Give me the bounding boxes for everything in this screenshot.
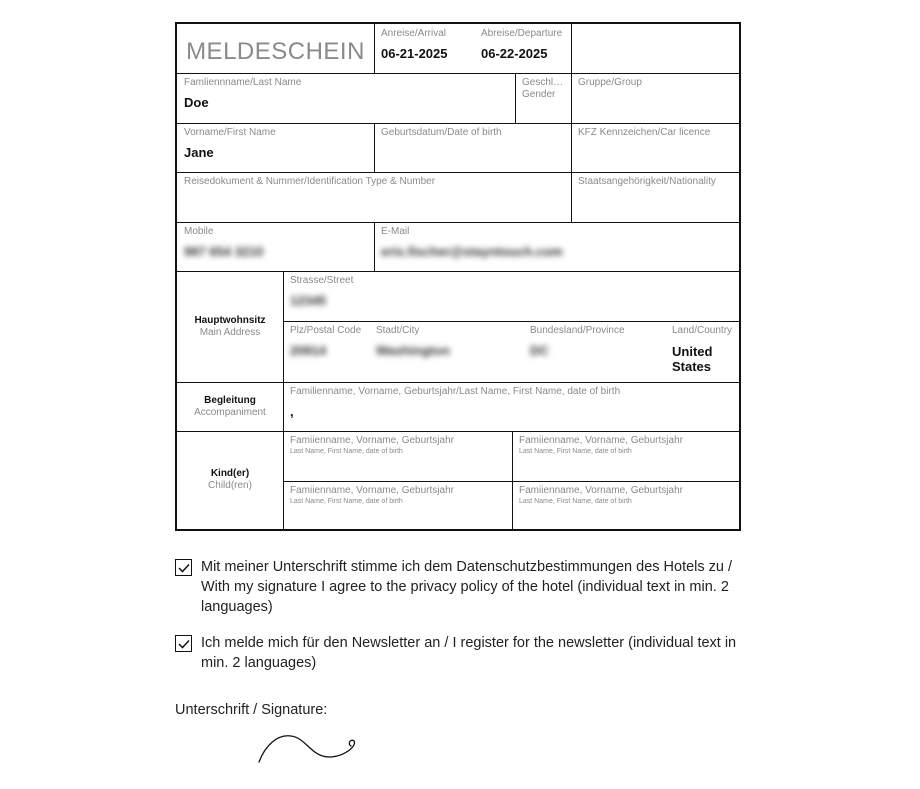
first-name-value: Jane (184, 145, 214, 160)
newsletter-consent (175, 633, 745, 673)
city-label: Stadt/City (376, 325, 420, 336)
gender-label: Geschl… (522, 77, 564, 88)
accompaniment-value: , (290, 404, 294, 419)
main-address-heading (177, 271, 283, 382)
child-label: Famiienname, Vorname, Geburtsjahr (290, 485, 454, 496)
privacy-checkbox[interactable] (175, 559, 192, 576)
street-field[interactable] (283, 271, 739, 321)
children-heading (177, 431, 283, 529)
car-licence-label: KFZ Kennzeichen/Car licence (578, 127, 711, 138)
child-field-2[interactable] (512, 431, 739, 481)
group-label: Gruppe/Group (578, 77, 642, 88)
child-sublabel: Last Name, First Name, date of birth (290, 498, 403, 505)
postal-code-value: 20814 (290, 343, 327, 358)
postal-code-field[interactable] (283, 321, 369, 382)
province-label: Bundesland/Province (530, 325, 625, 336)
accompaniment-field[interactable] (283, 382, 739, 431)
postal-code-label: Plz/Postal Code (290, 325, 362, 336)
nationality-label: Staatsangehörigkeit/Nationality (578, 176, 716, 187)
mobile-label: Mobile (184, 226, 214, 237)
accompaniment-heading (177, 382, 283, 431)
child-sublabel: Last Name, First Name, date of birth (519, 448, 632, 455)
first-name-field[interactable] (177, 123, 374, 172)
gender-field[interactable] (515, 73, 571, 123)
street-value: 12345 (290, 293, 327, 308)
last-name-label: Famliennname/Last Name (184, 77, 302, 88)
child-field-3[interactable] (283, 481, 512, 529)
email-label: E-Mail (381, 226, 410, 237)
checkmark-icon (178, 639, 190, 649)
street-label: Strasse/Street (290, 275, 354, 286)
arrival-label: Anreise/Arrival (381, 28, 447, 39)
accompaniment-title: Begleitung (204, 394, 256, 406)
child-label: Famiienname, Vorname, Geburtsjahr (290, 435, 454, 446)
child-sublabel: Last Name, First Name, date of birth (519, 498, 632, 505)
country-field[interactable] (665, 321, 739, 382)
city-field[interactable] (369, 321, 523, 382)
id-document-label: Reisedokument & Nummer/Identification Type & Number (184, 176, 436, 187)
id-document-field[interactable] (177, 172, 571, 222)
child-label: Famiienname, Vorname, Geburtsjahr (519, 435, 683, 446)
newsletter-consent-text: Ich melde mich für den Newsletter an / I register for the newsletter (individual text in min. 2 languages) (201, 635, 737, 671)
child-field-1[interactable] (283, 431, 512, 481)
divider (571, 24, 572, 73)
children-subtitle: Child(ren) (208, 480, 252, 491)
arrival-value: 06-21-2025 (381, 46, 448, 61)
nationality-field[interactable] (571, 172, 739, 222)
country-value: United States (672, 344, 713, 374)
province-field[interactable] (523, 321, 665, 382)
child-label: Famiienname, Vorname, Geburtsjahr (519, 485, 683, 496)
accompaniment-label: Familienname, Vorname, Geburtsjahr/Last Name, First Name, date of birth (290, 386, 621, 397)
departure-field[interactable] (474, 24, 571, 73)
accompaniment-subtitle: Accompaniment (194, 406, 266, 418)
signature-drawing (255, 728, 365, 768)
car-licence-field[interactable] (571, 123, 739, 172)
main-address-subtitle: Main Address (199, 326, 261, 338)
form-title: MELDESCHEIN (186, 38, 365, 65)
gender-label-en: Gender (522, 89, 556, 100)
arrival-field[interactable] (374, 24, 474, 73)
first-name-label: Vorname/First Name (184, 127, 276, 138)
last-name-field[interactable] (177, 73, 515, 123)
city-value: Washington (376, 343, 450, 358)
privacy-consent-text: Mit meiner Unterschrift stimme ich dem Datenschutzbestimmungen des Hotels zu / With my signature I agree to the privacy policy of the hotel (individual text in min. 2 languages) (201, 559, 733, 615)
last-name-value: Doe (184, 95, 209, 110)
privacy-consent (175, 557, 745, 617)
main-address-title: Hauptwohnsitz (194, 314, 266, 326)
departure-label: Abreise/Departure (481, 28, 563, 39)
birth-date-label: Geburtsdatum/Date of birth (381, 127, 502, 138)
signature-label: Unterschrift / Signature: (175, 702, 328, 718)
email-value: eris.fischer@stayntouch.com (381, 244, 563, 259)
registration-form (175, 22, 741, 531)
children-title: Kind(er) (210, 468, 250, 479)
child-field-4[interactable] (512, 481, 739, 529)
departure-value: 06-22-2025 (481, 46, 548, 61)
province-value: DC (530, 343, 549, 358)
email-field[interactable] (374, 222, 739, 271)
mobile-field[interactable] (177, 222, 374, 271)
country-label: Land/Country (672, 325, 733, 336)
mobile-value: 987 654 3210 (184, 244, 264, 259)
newsletter-checkbox[interactable] (175, 635, 192, 652)
birth-date-field[interactable] (374, 123, 571, 172)
checkmark-icon (178, 563, 190, 573)
group-field[interactable] (571, 73, 739, 123)
child-sublabel: Last Name, First Name, date of birth (290, 448, 403, 455)
